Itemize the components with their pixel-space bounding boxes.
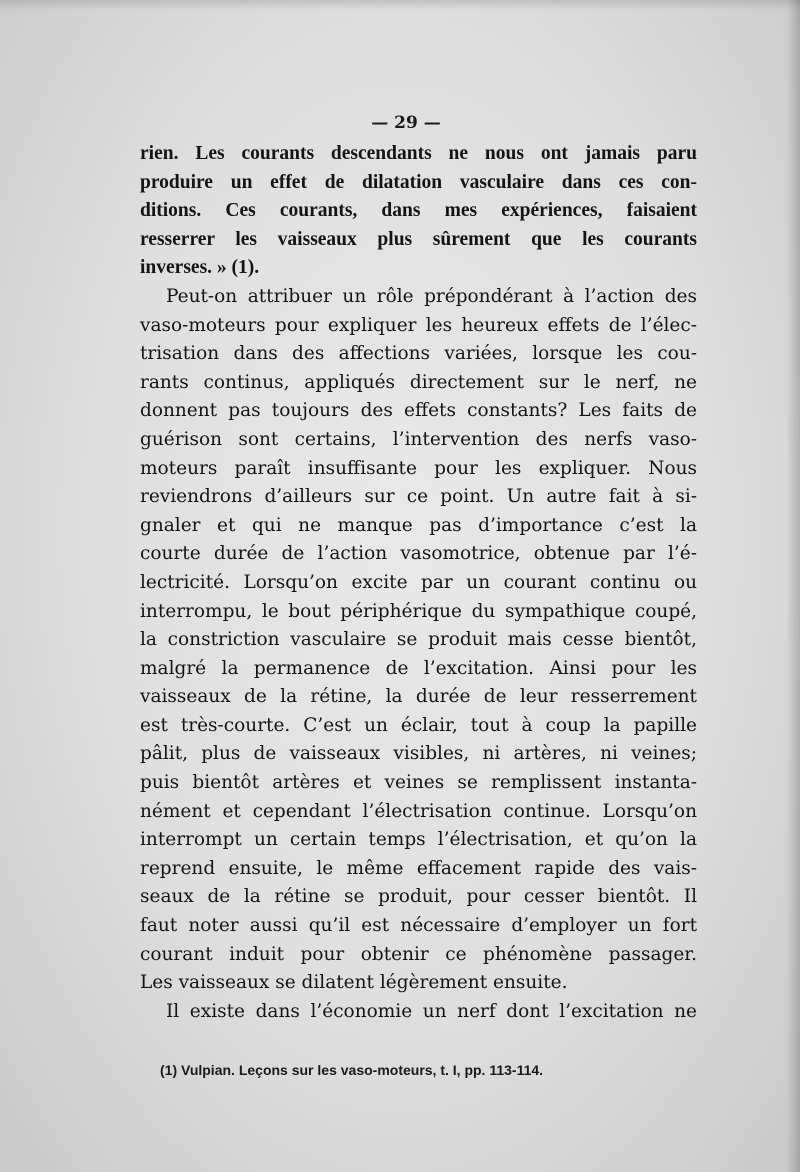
text-line: donnent pas toujours des effets constants? Les faits de [140, 400, 697, 422]
text-line: Peut-on attribuer un rôle prépondérant à l’action des [166, 285, 697, 307]
text-line: vaso-moteurs pour expliquer les heureux effets de l’élec- [140, 314, 697, 336]
text-line: inverses. » (1). [140, 257, 260, 279]
text-line: rien. Les courants descendants ne nous ont jamais paru [140, 143, 697, 164]
text-line: ditions. Ces courants, dans mes expériences, faisaient [140, 200, 697, 222]
text-line: trisation dans des affections variées, lorsque les cou- [140, 343, 697, 365]
text-line: interrompt un certain temps l’électrisation, et qu’on la [140, 829, 697, 851]
page-top-shadow [0, 0, 800, 10]
text-line: seaux de la rétine se produit, pour cesser bientôt. Il [140, 886, 697, 908]
text-line: malgré la permanence de l’excitation. Ainsi pour les [140, 657, 697, 679]
text-line: reprend ensuite, le même effacement rapide des vais- [140, 857, 697, 879]
text-line: courant induit pour obtenir ce phénomène passager. [140, 943, 697, 965]
text-line: puis bientôt artères et veines se remplissent instanta- [140, 772, 697, 794]
text-line: nément et cependant l’électrisation continue. Lorsqu’on [140, 800, 697, 822]
text-line: pâlit, plus de vaisseaux visibles, ni artères, ni veines; [140, 743, 697, 765]
text-line: courte durée de l’action vasomotrice, obtenue par l’é- [140, 543, 697, 565]
body-text [140, 140, 697, 1026]
text-line: guérison sont certains, l’intervention des nerfs vaso- [140, 428, 697, 450]
text-line: gnaler et qui ne manque pas d’importance c’est la [140, 514, 697, 536]
text-line: interrompu, le bout périphérique du sympathique coupé, [140, 600, 697, 622]
text-line: moteurs paraît insuffisante pour les expliquer. Nous [140, 457, 697, 479]
text-line: est très-courte. C’est un éclair, tout à coup la papille [140, 714, 697, 736]
text-line: la constriction vasculaire se produit mais cesse bientôt, [140, 629, 697, 651]
text-line: lectricité. Lorsqu’on excite par un courant continu ou [140, 571, 697, 593]
text-line: produire un effet de dilatation vasculaire dans ces con- [140, 171, 697, 193]
page-number: — 29 — [371, 113, 441, 133]
text-line: vaisseaux de la rétine, la durée de leur resserrement [140, 686, 697, 708]
text-line: Les vaisseaux se dilatent légèrement ensuite. [140, 972, 568, 994]
page-right-shadow [786, 0, 800, 1172]
text-line: faut noter aussi qu’il est nécessaire d’employer un fort [140, 915, 697, 937]
text-line: resserrer les vaisseaux plus sûrement que les courants [140, 228, 697, 250]
footnote: (1) Vulpian. Leçons sur les vaso-moteurs, t. I, pp. 113-114. [160, 1062, 544, 1078]
text-line: rants continus, appliqués directement sur le nerf, ne [140, 371, 697, 393]
text-line: Il existe dans l’économie un nerf dont l’excitation ne [166, 1000, 697, 1022]
text-line: reviendrons d’ailleurs sur ce point. Un autre fait à si- [140, 486, 697, 508]
